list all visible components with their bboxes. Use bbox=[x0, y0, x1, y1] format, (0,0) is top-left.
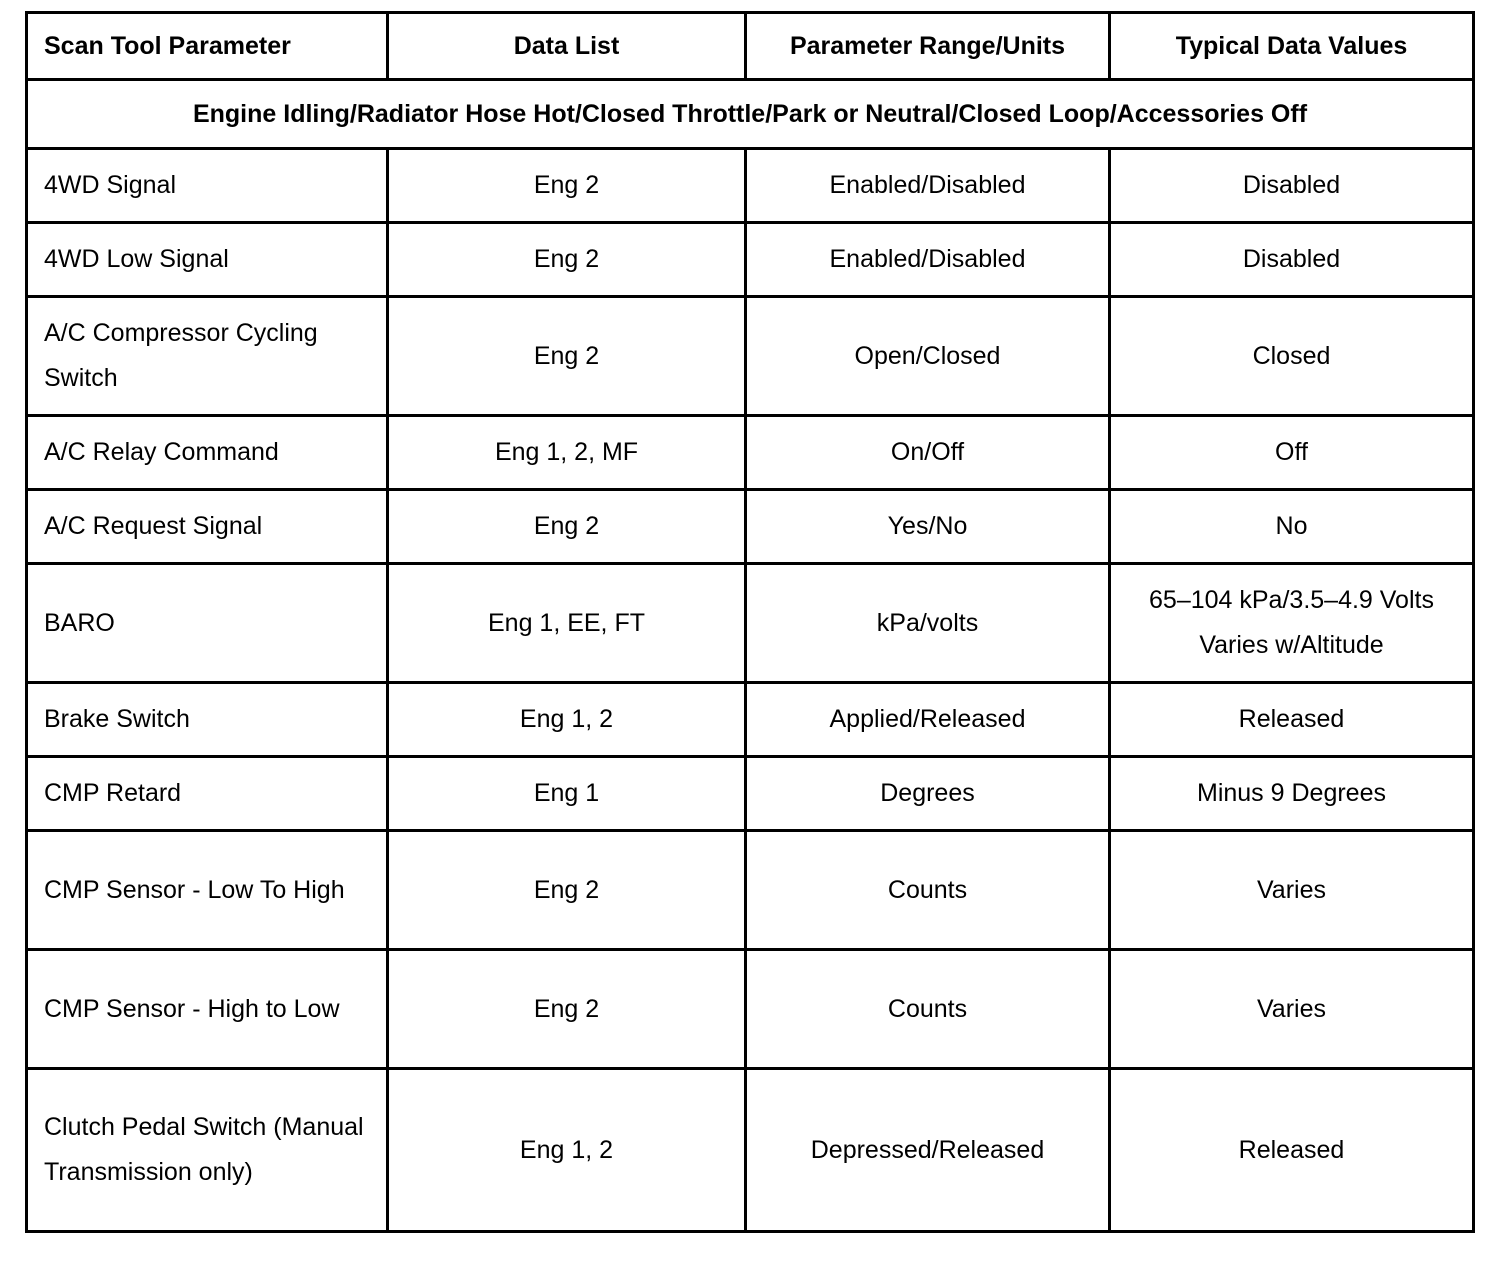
parameter-cell: 4WD Signal bbox=[27, 149, 388, 223]
typical-value-cell: Released bbox=[1110, 1069, 1474, 1232]
table-row bbox=[27, 223, 1474, 297]
range-cell: Counts bbox=[746, 831, 1110, 950]
data-list-cell: Eng 2 bbox=[388, 149, 746, 223]
header-parameter-range-units: Parameter Range/Units bbox=[746, 13, 1110, 80]
data-list-cell: Eng 2 bbox=[388, 490, 746, 564]
table-row bbox=[27, 416, 1474, 490]
typical-value-cell: Off bbox=[1110, 416, 1474, 490]
range-cell: Depressed/Released bbox=[746, 1069, 1110, 1232]
table-row bbox=[27, 683, 1474, 757]
table-row bbox=[27, 757, 1474, 831]
range-cell: On/Off bbox=[746, 416, 1110, 490]
data-list-cell: Eng 2 bbox=[388, 297, 746, 416]
range-cell: Enabled/Disabled bbox=[746, 223, 1110, 297]
data-list-cell: Eng 2 bbox=[388, 950, 746, 1069]
parameter-cell: CMP Retard bbox=[27, 757, 388, 831]
typical-value-cell: Minus 9 Degrees bbox=[1110, 757, 1474, 831]
parameter-cell: A/C Compressor Cycling Switch bbox=[27, 297, 388, 416]
range-cell: Degrees bbox=[746, 757, 1110, 831]
header-row bbox=[27, 13, 1474, 80]
typical-value-cell: No bbox=[1110, 490, 1474, 564]
data-list-cell: Eng 1, EE, FT bbox=[388, 564, 746, 683]
header-typical-data-values: Typical Data Values bbox=[1110, 13, 1474, 80]
data-list-cell: Eng 1, 2 bbox=[388, 683, 746, 757]
table-row bbox=[27, 564, 1474, 683]
typical-value-cell: 65–104 kPa/3.5–4.9 Volts Varies w/Altitude bbox=[1110, 564, 1474, 683]
data-list-cell: Eng 1, 2, MF bbox=[388, 416, 746, 490]
header-data-list: Data List bbox=[388, 13, 746, 80]
test-condition: Engine Idling/Radiator Hose Hot/Closed Throttle/Park or Neutral/Closed Loop/Accessories Off bbox=[27, 80, 1474, 149]
typical-value-cell: Closed bbox=[1110, 297, 1474, 416]
typical-value-cell: Released bbox=[1110, 683, 1474, 757]
table-row bbox=[27, 950, 1474, 1069]
data-list-cell: Eng 2 bbox=[388, 223, 746, 297]
condition-row bbox=[27, 80, 1474, 149]
parameter-cell: A/C Relay Command bbox=[27, 416, 388, 490]
data-list-cell: Eng 1, 2 bbox=[388, 1069, 746, 1232]
data-list-cell: Eng 1 bbox=[388, 757, 746, 831]
header-scan-tool-parameter: Scan Tool Parameter bbox=[27, 13, 388, 80]
parameter-cell: A/C Request Signal bbox=[27, 490, 388, 564]
typical-value-cell: Varies bbox=[1110, 831, 1474, 950]
table-row bbox=[27, 1069, 1474, 1232]
range-cell: Yes/No bbox=[746, 490, 1110, 564]
parameter-cell: Brake Switch bbox=[27, 683, 388, 757]
range-cell: Open/Closed bbox=[746, 297, 1110, 416]
parameter-cell: BARO bbox=[27, 564, 388, 683]
range-cell: kPa/volts bbox=[746, 564, 1110, 683]
typical-value-cell: Disabled bbox=[1110, 223, 1474, 297]
parameter-cell: 4WD Low Signal bbox=[27, 223, 388, 297]
table-row bbox=[27, 490, 1474, 564]
table-row bbox=[27, 149, 1474, 223]
table-row bbox=[27, 831, 1474, 950]
table-row bbox=[27, 297, 1474, 416]
parameter-cell: Clutch Pedal Switch (Manual Transmission only) bbox=[27, 1069, 388, 1232]
scan-tool-data-table bbox=[25, 11, 1475, 1233]
typical-value-cell: Disabled bbox=[1110, 149, 1474, 223]
typical-value-cell: Varies bbox=[1110, 950, 1474, 1069]
range-cell: Applied/Released bbox=[746, 683, 1110, 757]
range-cell: Enabled/Disabled bbox=[746, 149, 1110, 223]
parameter-cell: CMP Sensor - High to Low bbox=[27, 950, 388, 1069]
data-list-cell: Eng 2 bbox=[388, 831, 746, 950]
range-cell: Counts bbox=[746, 950, 1110, 1069]
parameter-cell: CMP Sensor - Low To High bbox=[27, 831, 388, 950]
